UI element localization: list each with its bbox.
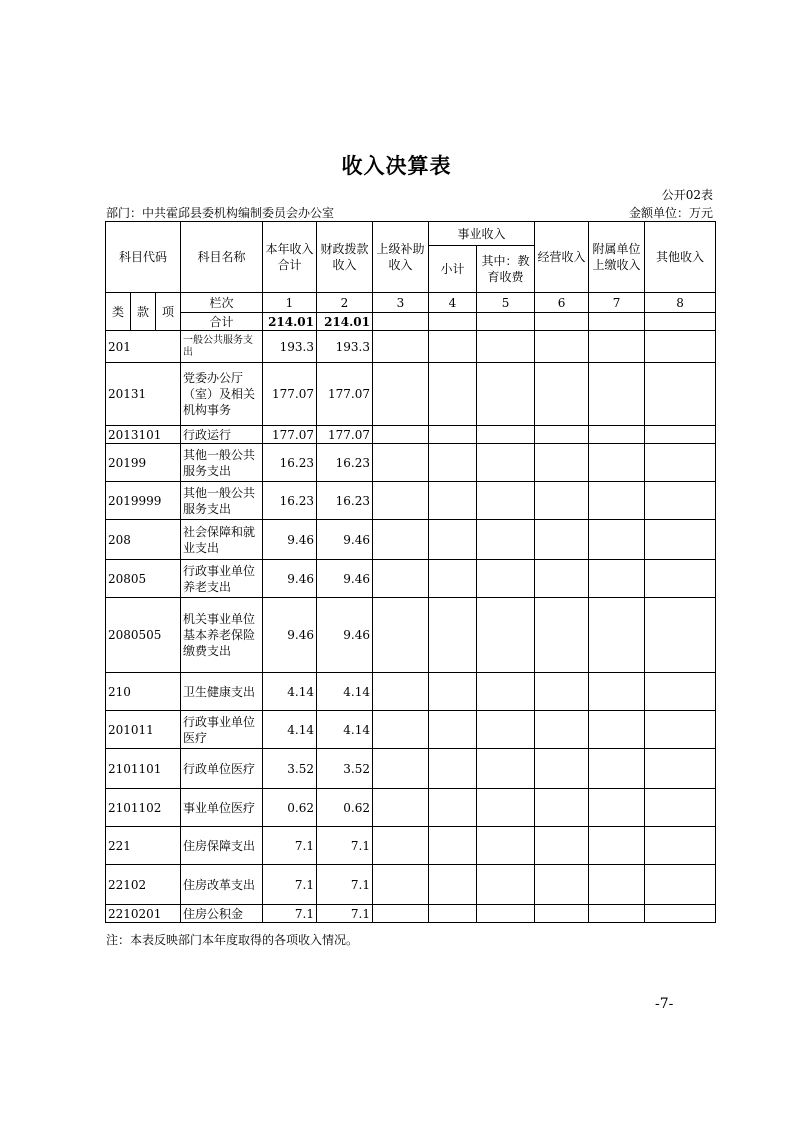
table-row [106, 444, 716, 482]
row-total: 193.3 [263, 331, 317, 363]
header-fiscal: 财政拨款收入 [317, 222, 373, 293]
row-empty-cell [645, 905, 716, 923]
row-total: 7.1 [263, 865, 317, 905]
row-total: 7.1 [263, 827, 317, 865]
col-num-1: 1 [263, 293, 317, 313]
table-row [106, 865, 716, 905]
row-empty-cell [429, 482, 477, 520]
total-fiscal: 214.01 [317, 313, 373, 331]
row-fiscal: 3.52 [317, 749, 373, 789]
col-num-7: 7 [589, 293, 645, 313]
row-empty-cell [373, 331, 429, 363]
header-lei: 类 [106, 293, 131, 331]
row-empty-cell [589, 711, 645, 749]
row-empty-cell [589, 520, 645, 560]
row-empty-cell [429, 560, 477, 598]
row-empty-cell [429, 789, 477, 827]
row-empty-cell [477, 444, 535, 482]
row-empty-cell [373, 363, 429, 426]
row-code: 20805 [106, 560, 181, 598]
row-fiscal: 0.62 [317, 789, 373, 827]
table-row [106, 331, 716, 363]
row-empty-cell [429, 520, 477, 560]
row-total: 0.62 [263, 789, 317, 827]
row-empty-cell [589, 482, 645, 520]
table-row [106, 482, 716, 520]
row-empty-cell [589, 426, 645, 444]
row-name: 行政事业单位医疗 [181, 711, 263, 749]
row-empty-cell [373, 560, 429, 598]
row-empty-cell [429, 711, 477, 749]
page-title: 收入决算表 [341, 153, 452, 178]
row-empty-cell [429, 444, 477, 482]
row-empty-cell [535, 827, 589, 865]
header-subtotal: 小计 [429, 246, 477, 293]
row-empty-cell [589, 444, 645, 482]
row-empty-cell [589, 363, 645, 426]
row-empty-cell [477, 598, 535, 673]
row-empty-cell [373, 482, 429, 520]
header-kuan: 款 [131, 293, 156, 331]
header-business: 经营收入 [535, 222, 589, 293]
row-code: 2101101 [106, 749, 181, 789]
row-empty-cell [589, 789, 645, 827]
row-empty-cell [535, 560, 589, 598]
row-fiscal: 7.1 [317, 827, 373, 865]
row-code: 221 [106, 827, 181, 865]
row-empty-cell [535, 444, 589, 482]
row-total: 4.14 [263, 673, 317, 711]
table-row [106, 673, 716, 711]
row-total: 9.46 [263, 560, 317, 598]
row-total: 7.1 [263, 905, 317, 923]
row-empty-cell [373, 827, 429, 865]
row-empty-cell [535, 426, 589, 444]
row-empty-cell [535, 905, 589, 923]
row-empty-cell [477, 331, 535, 363]
row-empty-cell [589, 331, 645, 363]
table-row [106, 560, 716, 598]
row-empty-cell [589, 560, 645, 598]
col-num-8: 8 [645, 293, 716, 313]
row-empty-cell [535, 749, 589, 789]
row-fiscal: 16.23 [317, 482, 373, 520]
row-fiscal: 7.1 [317, 905, 373, 923]
header-superior: 上级补助收入 [373, 222, 429, 293]
amount-unit: 金额单位：万元 [628, 206, 713, 220]
row-name: 一般公共服务支出 [181, 331, 263, 363]
header-lanci: 栏次 [181, 293, 263, 313]
row-empty-cell [645, 749, 716, 789]
row-total: 177.07 [263, 426, 317, 444]
row-total: 3.52 [263, 749, 317, 789]
row-empty-cell [477, 363, 535, 426]
row-empty-cell [477, 673, 535, 711]
row-fiscal: 16.23 [317, 444, 373, 482]
row-total: 177.07 [263, 363, 317, 426]
row-name: 社会保障和就业支出 [181, 520, 263, 560]
row-empty-cell [535, 363, 589, 426]
row-empty-cell [477, 905, 535, 923]
table-row [106, 426, 716, 444]
row-empty-cell [429, 598, 477, 673]
row-empty-cell [429, 331, 477, 363]
row-empty-cell [535, 482, 589, 520]
row-code: 2080505 [106, 598, 181, 673]
row-code: 201 [106, 331, 181, 363]
row-empty-cell [429, 865, 477, 905]
row-code: 2013101 [106, 426, 181, 444]
col-num-6: 6 [535, 293, 589, 313]
row-empty-cell [535, 711, 589, 749]
row-empty-cell [645, 711, 716, 749]
table-row [106, 520, 716, 560]
row-empty-cell [429, 827, 477, 865]
row-empty-cell [645, 520, 716, 560]
row-empty-cell [589, 673, 645, 711]
row-code: 2019999 [106, 482, 181, 520]
row-fiscal: 193.3 [317, 331, 373, 363]
row-empty-cell [477, 789, 535, 827]
row-total: 4.14 [263, 711, 317, 749]
col-num-3: 3 [373, 293, 429, 313]
table-row [106, 905, 716, 923]
row-empty-cell [645, 827, 716, 865]
table-row [106, 789, 716, 827]
row-total: 16.23 [263, 444, 317, 482]
footnote: 注：本表反映部门本年度取得的各项收入情况。 [106, 933, 359, 947]
header-affiliated: 附属单位上缴收入 [589, 222, 645, 293]
row-fiscal: 177.07 [317, 363, 373, 426]
row-empty-cell [645, 363, 716, 426]
row-empty-cell [429, 426, 477, 444]
row-empty-cell [429, 363, 477, 426]
header-code: 科目代码 [106, 222, 181, 293]
row-name: 党委办公厅（室）及相关机构事务 [181, 363, 263, 426]
row-name: 住房公积金 [181, 905, 263, 923]
row-fiscal: 9.46 [317, 520, 373, 560]
row-empty-cell [373, 789, 429, 827]
row-name: 其他一般公共服务支出 [181, 482, 263, 520]
row-empty-cell [645, 865, 716, 905]
income-table [105, 221, 716, 923]
row-name: 行政单位医疗 [181, 749, 263, 789]
row-empty-cell [535, 865, 589, 905]
row-empty-cell [477, 426, 535, 444]
page-number: -7- [655, 996, 674, 1012]
row-empty-cell [429, 673, 477, 711]
col-num-2: 2 [317, 293, 373, 313]
row-empty-cell [373, 673, 429, 711]
row-empty-cell [477, 711, 535, 749]
row-empty-cell [477, 560, 535, 598]
row-code: 210 [106, 673, 181, 711]
row-empty-cell [477, 520, 535, 560]
row-name: 卫生健康支出 [181, 673, 263, 711]
row-empty-cell [373, 905, 429, 923]
row-empty-cell [645, 426, 716, 444]
row-empty-cell [373, 426, 429, 444]
row-empty-cell [645, 444, 716, 482]
form-number: 公开02表 [661, 188, 713, 202]
row-code: 20131 [106, 363, 181, 426]
row-empty-cell [535, 331, 589, 363]
row-name: 住房改革支出 [181, 865, 263, 905]
row-name: 机关事业单位基本养老保险缴费支出 [181, 598, 263, 673]
row-code: 2101102 [106, 789, 181, 827]
row-empty-cell [429, 905, 477, 923]
col-num-5: 5 [477, 293, 535, 313]
row-empty-cell [429, 749, 477, 789]
row-name: 事业单位医疗 [181, 789, 263, 827]
table-row [106, 363, 716, 426]
row-total: 9.46 [263, 520, 317, 560]
department-label: 部门：中共霍邱县委机构编制委员会办公室 [106, 206, 335, 220]
row-empty-cell [477, 482, 535, 520]
row-empty-cell [477, 749, 535, 789]
total-amount: 214.01 [263, 313, 317, 331]
row-fiscal: 177.07 [317, 426, 373, 444]
row-code: 22102 [106, 865, 181, 905]
row-name: 其他一般公共服务支出 [181, 444, 263, 482]
row-empty-cell [535, 789, 589, 827]
row-name: 行政运行 [181, 426, 263, 444]
row-empty-cell [589, 905, 645, 923]
row-empty-cell [645, 673, 716, 711]
header-total: 本年收入合计 [263, 222, 317, 293]
row-empty-cell [589, 598, 645, 673]
row-empty-cell [373, 711, 429, 749]
row-fiscal: 4.14 [317, 711, 373, 749]
table-row [106, 827, 716, 865]
row-empty-cell [645, 789, 716, 827]
row-code: 201011 [106, 711, 181, 749]
row-fiscal: 9.46 [317, 560, 373, 598]
row-code: 20199 [106, 444, 181, 482]
header-xiang: 项 [156, 293, 181, 331]
table-row [106, 598, 716, 673]
row-total: 9.46 [263, 598, 317, 673]
header-name: 科目名称 [181, 222, 263, 293]
row-empty-cell [535, 673, 589, 711]
table-row [106, 711, 716, 749]
row-fiscal: 9.46 [317, 598, 373, 673]
row-code: 208 [106, 520, 181, 560]
row-empty-cell [535, 598, 589, 673]
row-empty-cell [373, 749, 429, 789]
row-empty-cell [589, 865, 645, 905]
row-empty-cell [645, 482, 716, 520]
total-label: 合计 [181, 313, 263, 331]
header-other: 其他收入 [645, 222, 716, 293]
col-num-4: 4 [429, 293, 477, 313]
row-empty-cell [589, 827, 645, 865]
row-fiscal: 7.1 [317, 865, 373, 905]
row-empty-cell [373, 444, 429, 482]
row-empty-cell [645, 331, 716, 363]
row-code: 2210201 [106, 905, 181, 923]
row-empty-cell [535, 520, 589, 560]
row-total: 16.23 [263, 482, 317, 520]
row-empty-cell [373, 520, 429, 560]
header-public: 事业收入 [429, 222, 535, 246]
row-empty-cell [373, 598, 429, 673]
row-empty-cell [373, 865, 429, 905]
header-education: 其中：教育收费 [477, 246, 535, 293]
row-empty-cell [477, 865, 535, 905]
row-empty-cell [645, 598, 716, 673]
row-name: 行政事业单位养老支出 [181, 560, 263, 598]
row-name: 住房保障支出 [181, 827, 263, 865]
row-fiscal: 4.14 [317, 673, 373, 711]
table-row [106, 749, 716, 789]
row-empty-cell [477, 827, 535, 865]
row-empty-cell [645, 560, 716, 598]
row-empty-cell [589, 749, 645, 789]
